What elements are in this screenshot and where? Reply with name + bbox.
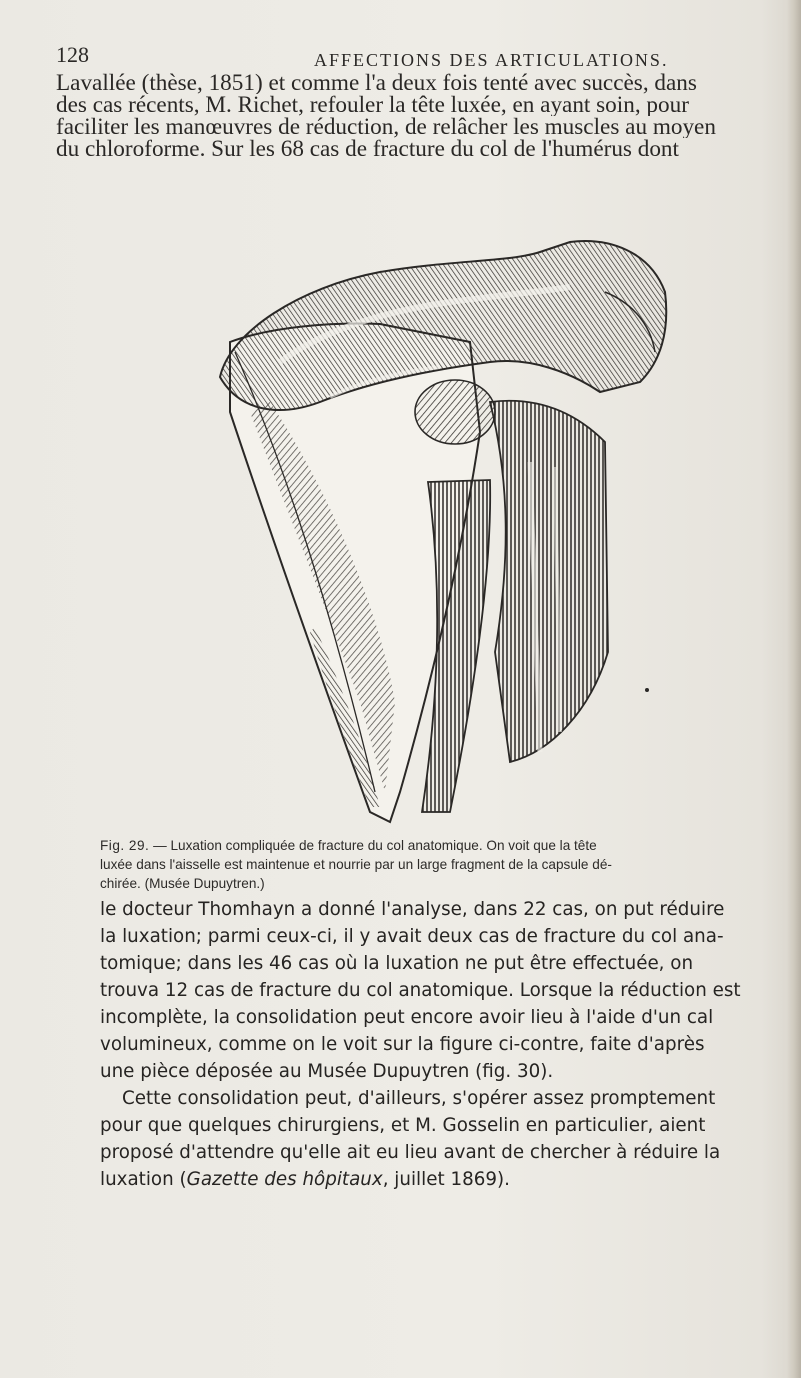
- text-line: tomique; dans les 46 cas où la luxation ne put être effectuée, on: [100, 953, 694, 974]
- text-line: faciliter les manœuvres de réduction, de relâcher les muscles au moyen: [56, 116, 716, 138]
- text-line: du chloroforme. Sur les 68 cas de fracture du col de l'humérus dont: [56, 138, 679, 160]
- page-edge-shadow: [787, 0, 801, 1378]
- figure-caption: [100, 836, 782, 893]
- text-line-last: [100, 1166, 782, 1193]
- humeral-head: [415, 380, 495, 444]
- bone-engraving-illustration: [210, 232, 680, 827]
- caption-line: luxée dans l'aisselle est maintenue et nourrie par un large fragment de la capsule dé-: [100, 857, 612, 872]
- text-line: proposé d'attendre qu'elle ait eu lieu avant de chercher à réduire la: [100, 1142, 721, 1163]
- caption-text: — Luxation compliquée de fracture du col anatomique. On voit que la tête: [153, 838, 597, 853]
- running-head: [56, 42, 786, 76]
- text-fragment: luxation (: [100, 1169, 187, 1190]
- text-line: volumineux, comme on le voit sur la figure ci-contre, faite d'après: [100, 1034, 705, 1055]
- running-title: AFFECTIONS DES ARTICULATIONS.: [314, 50, 669, 70]
- capsule-fragment: [490, 401, 608, 762]
- text-line: pour que quelques chirurgiens, et M. Gosselin en particulier, aient: [100, 1115, 706, 1136]
- text-line: Cette consolidation peut, d'ailleurs, s'opérer assez promptement: [122, 1088, 716, 1109]
- caption-line: chirée. (Musée Dupuytren.): [100, 876, 265, 891]
- engraving-svg: [210, 232, 680, 827]
- text-fragment: , juillet 1869).: [382, 1169, 510, 1190]
- text-line: Lavallée (thèse, 1851) et comme l'a deux fois tenté avec succès, dans: [56, 72, 697, 94]
- text-line: des cas récents, M. Richet, refouler la tête luxée, en ayant soin, pour: [56, 94, 689, 116]
- top-paragraph: [56, 72, 786, 160]
- text-line: incomplète, la consolidation peut encore avoir lieu à l'aide d'un cal: [100, 1007, 714, 1028]
- text-line: la luxation; parmi ceux-ci, il y avait deux cas de fracture du col ana-: [100, 926, 724, 947]
- text-line: le docteur Thomhayn a donné l'analyse, dans 22 cas, on put réduire: [100, 899, 725, 920]
- body-text: [100, 896, 782, 1193]
- journal-title: Gazette des hôpitaux: [186, 1169, 383, 1190]
- text-line: une pièce déposée au Musée Dupuytren (fig. 30).: [100, 1061, 554, 1082]
- figure-label: Fig. 29.: [100, 838, 150, 853]
- text-line: trouva 12 cas de fracture du col anatomique. Lorsque la réduction est: [100, 980, 741, 1001]
- page-number: 128: [56, 42, 89, 67]
